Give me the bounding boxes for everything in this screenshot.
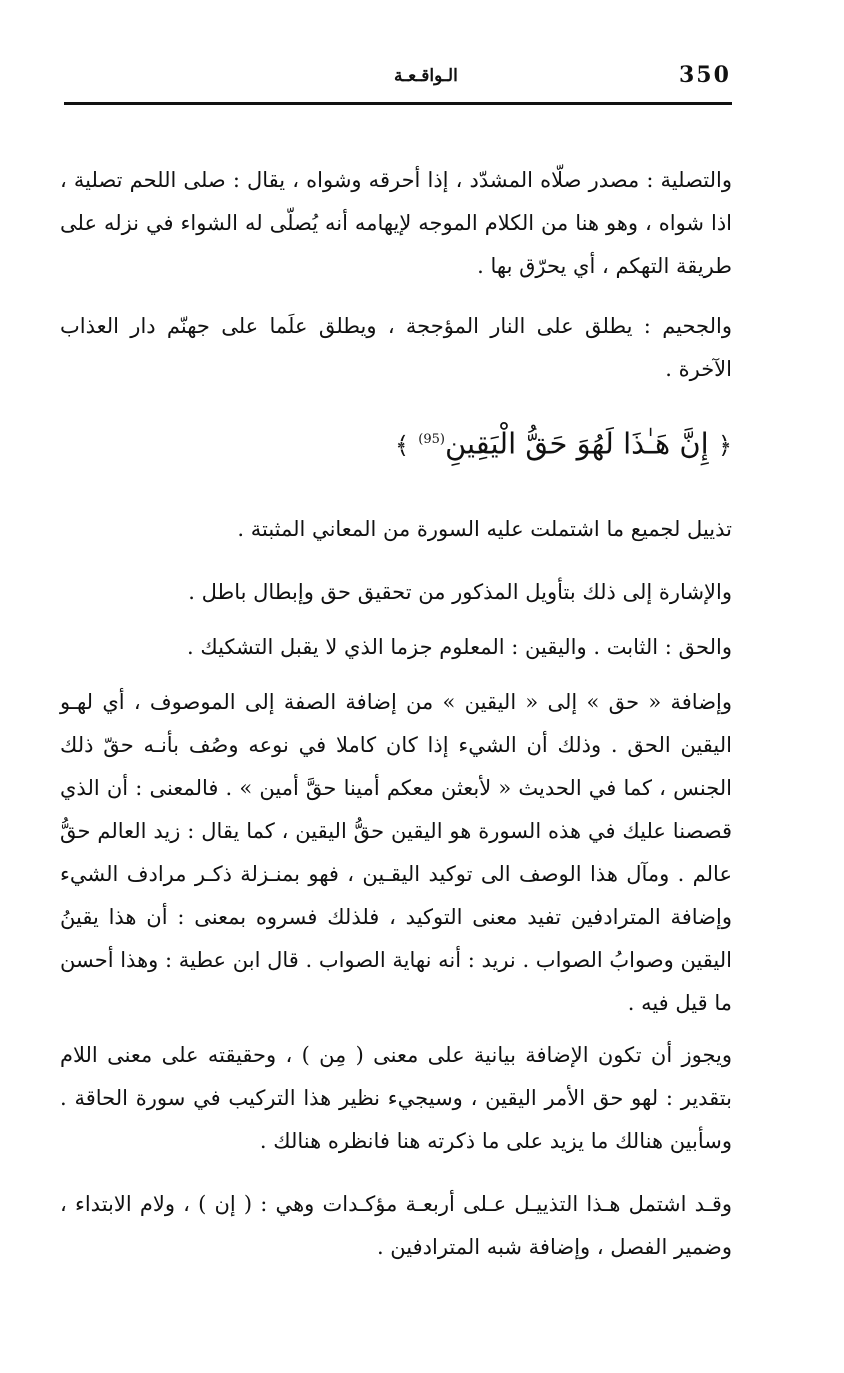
verse-number: (95) [418,432,445,447]
paragraph-haqq: والحق : الثابت . واليقين : المعلوم جزما الذي لا يقبل التشكيك . [187,635,732,659]
header-divider [64,102,732,105]
paragraph-ishara: والإشارة إلى ذلك بتأويل المذكور من تحقيق حق وإبطال باطل . [188,580,732,604]
paragraph-muakkidat: وقـد اشتمل هـذا التذييـل عـلى أربعـة مؤكـدات وهي : ( إن ) ، ولام الابتداء ، وضمير الفصل ، وإضافة شبه المترادفين . [60,1192,732,1259]
page-number: 350 [679,62,731,88]
running-title: الـواقـعـة [394,66,458,86]
verse-open-ornament: ﴿ [717,431,732,460]
quran-verse [120,415,732,471]
verse-close-ornament: ﴾ [395,431,410,460]
page-header [64,58,732,98]
verse-text: إِنَّ هَـٰذَا لَهُوَ حَقُّ الْيَقِينِ [444,426,709,461]
paragraph-tadhyil: تذييل لجميع ما اشتملت عليه السورة من المعاني المثبتة . [237,517,732,541]
paragraph-bayaniya: ويجوز أن تكون الإضافة بيانية على معنى ( مِن ) ، وحقيقته على معنى اللام بتقدير : لهو حق الأمر اليقين ، وسيجيء نظير هذا التركيب في سورة الحاقة . وسأبين هنالك ما يزيد على ما ذكرته هنا فانظره هنالك . [60,1043,732,1153]
paragraph-idafa: وإضافة « حق » إلى « اليقين » من إضافة الصفة إلى الموصوف ، أي لهـو اليقين الحق . وذلك أن الشيء إذا كان كاملا في نوعه وصُف بأنـه حقّ ذلك الجنس ، كما في الحديث « لأبعثن معكم أمينا حقَّ أمين » . فالمعنى : أن الذي قصصنا عليك في هذه السورة هو اليقين حقُّ اليقين ، كما يقال : زيد العالم حقُّ عالم . ومآل هذا الوصف الى توكيد اليقـين ، فهو بمنـزلة ذكـر مرادف الشيء وإضافة المترادفين تفيد معنى التوكيد ، فلذلك فسروه بمعنى : أن هذا يقينُ اليقين وصوابُ الصواب . نريد : أنه نهاية الصواب . قال ابن عطية : وهذا أحسن ما قيل فيه . [60,690,733,1015]
paragraph-jahim: والجحيم : يطلق على النار المؤججة ، ويطلق علَما على جهنّم دار العذاب الآخرة . [60,314,732,381]
paragraph-tasliya: والتصلية : مصدر صلّاه المشدّد ، إذا أحرقه وشواه ، يقال : صلى اللحم تصلية ، اذا شواه ، وهو هنا من الكلام الموجه لإيهامه أنه يُصلّى له الشواء في نزله على طريقة التهكم ، أي يحرّق بها . [60,168,732,278]
